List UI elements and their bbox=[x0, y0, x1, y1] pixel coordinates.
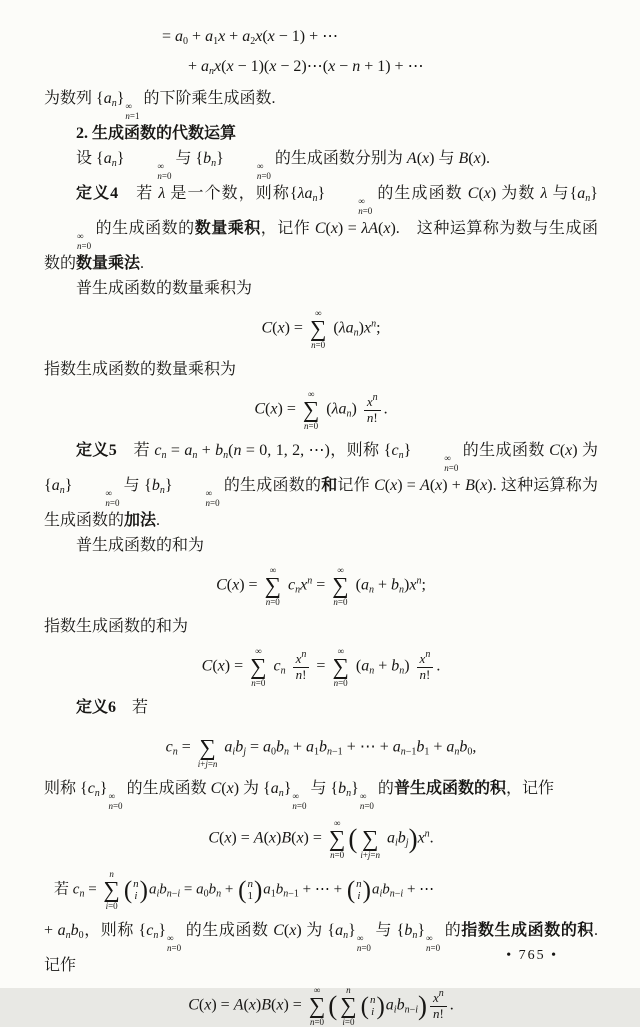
equation-falling-factorial-expansion-line1: = $a_0 + a_1x + a_2x(x - 1)$ + ⋯ bbox=[162, 28, 339, 47]
para-definition-6: 定义6 若 bbox=[76, 699, 149, 716]
equation-exponential-product: C(x) = A(x)B(x) = ∞ ∑ n=0 ( n ∑ i=0 ( n i ) $a_ib_{n-i}$) $\frac{x^n}{n!}$ . bbox=[188, 985, 454, 1027]
para-ordinary-product-definition: 则称 $\{c_n\}$ ∞ n=0 的生成函数 C(x) 为 $\{a_n\}$ ∞ n=0 与 $\{b_n\}$ ∞ n=0 的普生成函数的积，记作 bbox=[44, 780, 554, 811]
heading-algebra-operations: 2. 生成函数的代数运算 bbox=[76, 125, 237, 142]
para-exponential-product-definition: + $a_nb_0$，则称 $\{c_n\}$ ∞ n=0 的生成函数 C(x) 为 $\{a_n\}$ ∞ n=0 与 $\{b_n\}$ ∞ n=0 的指数生成函数的积. 记作 bbox=[44, 922, 598, 974]
equation-ordinary-sum: C(x) = ∞ ∑ n=0 $c_nx^n$ = ∞ ∑ n=0 $(a_n + b_n)x^n$; bbox=[216, 565, 426, 607]
para-definition-5: 定义5 若 $c_n = a_n + b_n(n = 0$, 1, 2, ⋯)，则称 $\{c_n\}$ ∞ n=0 的生成函数 C(x) 为 $\{a_n\}$ ∞ n=0 与 $\{b_n\}$ ∞ n=0 的生成函数的和记作 C(x) = A(x) + B(x). 这种运算称为生成函数的加法. bbox=[44, 442, 598, 529]
para-definition-4: 定义4 若 λ 是一个数，则称$\{\lambda a_n\}$ ∞ n=0 的生成函数 C(x) 为数 λ 与$\{a_n\}$ ∞ n=0 的生成函数的数量乘积，记作 C(x) = λA(x). 这种运算称为数与生成函数的数量乘法. bbox=[44, 185, 598, 272]
para-exponential-scalar-label: 指数生成函数的数量乘积为 bbox=[44, 361, 237, 378]
equation-exponential-scalar-product: C(x) = ∞ ∑ n=0 $(\lambda a_n)$ $\frac{x^n}{n!}$ . bbox=[254, 389, 388, 431]
equation-falling-factorial-expansion-line2: + $a_nx(x - 1)(x$ − 2)⋯(x − n + 1) + ⋯ bbox=[188, 58, 424, 77]
para-falling-factorial-caption: 为数列 $\{a_n\}$ ∞ n=1 的下阶乘生成函数. bbox=[44, 90, 276, 121]
equation-convolution: $c_n$ = ∑ i+j=n $a_ib_j = a_0b_n + a_1b_{n-1}$ + ⋯ + $a_{n-1}b_1 + a_nb_0$, bbox=[165, 735, 477, 769]
equation-ordinary-scalar-product: C(x) = ∞ ∑ n=0 $(\lambda a_n)x^n$; bbox=[261, 308, 381, 350]
equation-ordinary-product: C(x) = A(x)B(x) = ∞ ∑ n=0 ( ∑ i+j=n $a_ib_j)x^n$. bbox=[208, 818, 434, 860]
equation-binomial-convolution: 若 $c_n$ = n ∑ i=0 ( n i ) $a_ib_{n-i} = a_0b_n$ + ( n 1 ) $a_1b_{n-1}$ + ⋯ + ( n i ) $a_ib_{n-i}$ + ⋯ bbox=[54, 869, 435, 911]
equation-exponential-sum: C(x) = ∞ ∑ n=0 $c_n$ $\frac{x^n}{n!}$ = ∞ ∑ n=0 $(a_n + b_n)$ $\frac{x^n}{n!}$ . bbox=[201, 646, 441, 688]
para-ordinary-scalar-label: 普生成函数的数量乘积为 bbox=[76, 280, 253, 297]
para-setup-sequences: 设 $\{a_n\}$ ∞ n=0 与 $\{b_n\}$ ∞ n=0 的生成函数分别为 A(x) 与 B(x). bbox=[76, 150, 491, 181]
page-number: • 765 • bbox=[506, 948, 558, 963]
para-ordinary-sum-label: 普生成函数的和为 bbox=[76, 537, 205, 554]
para-exponential-sum-label: 指数生成函数的和为 bbox=[44, 618, 189, 635]
